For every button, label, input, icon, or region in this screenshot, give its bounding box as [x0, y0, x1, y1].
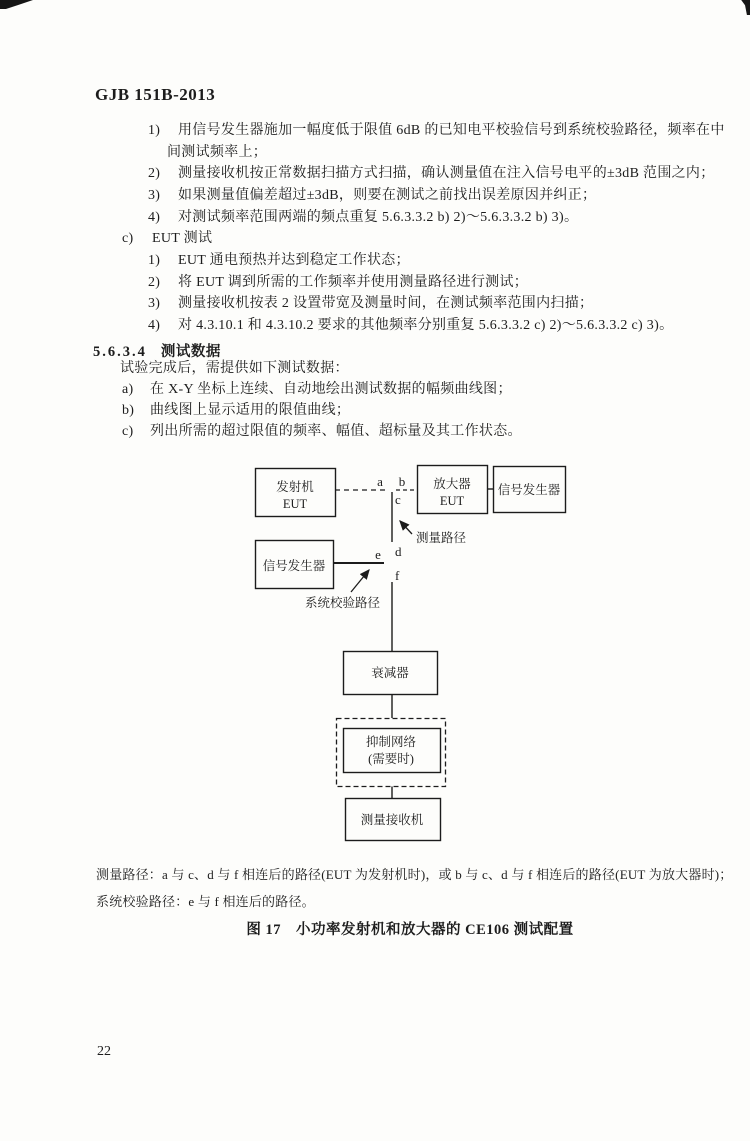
attenuator-label: 衰减器 — [371, 666, 409, 680]
list-text: EUT 测试 — [152, 231, 213, 246]
suppression-network-label-line1: 抑制网络 — [365, 735, 417, 749]
scan-artifact-top-right — [739, 0, 750, 15]
amplifier-eut-label-line1: 放大器 — [433, 477, 471, 491]
scan-artifact-top-left — [0, 0, 33, 9]
list-marker: a) — [122, 382, 134, 397]
section-intro: 试验完成后，需提供如下测试数据： — [120, 361, 349, 376]
list-item — [148, 188, 596, 204]
list-text: 对 4.3.10.1 和 4.3.10.2 要求的其他频率分别重复 5.6.3.3.2 c) 2)～5.6.3.3.2 c) 3)。 — [178, 318, 674, 333]
node-f: f — [395, 568, 400, 583]
signal-generator-top-label: 信号发生器 — [497, 483, 561, 497]
list-marker: c) — [122, 231, 134, 246]
list-text: 在 X-Y 坐标上连续、自动地绘出测试数据的幅频曲线图； — [150, 382, 512, 397]
list-text: 间测试频率上； — [167, 145, 268, 160]
standard-number-header: GJB 151B-2013 — [95, 85, 216, 104]
list-marker: c) — [122, 424, 134, 439]
list-text: 如果测量值偏差超过±3dB，则要在测试之前找出误差原因并纠正； — [178, 188, 597, 203]
page-number: 22 — [97, 1044, 111, 1059]
measurement-receiver-label: 测量接收机 — [360, 813, 424, 827]
list-item — [148, 210, 578, 226]
list-item — [148, 123, 725, 139]
list-item — [148, 318, 673, 334]
list-marker: 2) — [148, 275, 161, 290]
section-number: 5.6.3.4 — [93, 344, 147, 360]
list-item-continuation — [167, 145, 267, 161]
node-a: a — [377, 474, 383, 489]
list-marker: 1) — [148, 253, 161, 268]
list-marker: 1) — [148, 123, 161, 138]
figure-note-measurement-path: 测量路径：a 与 c、d 与 f 相连后的路径(EUT 为发射机时)，或 b 与 c、d 与 f 相连后的路径(EUT 为放大器时)； — [96, 867, 733, 882]
list-text: 测量接收机按正常数据扫描方式扫描，确认测量值在注入信号电平的±3dB 范围之内； — [178, 166, 715, 181]
section-title: 测试数据 — [160, 344, 221, 360]
list-item — [122, 382, 512, 398]
amplifier-eut-label-line2: EUT — [439, 494, 465, 508]
system-check-path-arrow — [351, 570, 369, 592]
list-item — [148, 296, 593, 312]
node-d: d — [395, 544, 402, 559]
suppression-network-label-line2: (需要时) — [368, 752, 414, 766]
measurement-path-arrow — [400, 521, 412, 534]
list-text: 对测试频率范围两端的频点重复 5.6.3.3.2 b) 2)～5.6.3.3.2 b) 3)。 — [178, 210, 579, 225]
list-text: EUT 通电预热并达到稳定工作状态； — [178, 253, 410, 268]
test-configuration-diagram — [0, 460, 750, 852]
transmitter-eut-label-line2: EUT — [282, 497, 308, 511]
list-text: 测量接收机按表 2 设置带宽及测量时间，在测试频率范围内扫描； — [178, 296, 594, 311]
transmitter-eut-label-line1: 发射机 — [276, 480, 314, 494]
list-marker: 4) — [148, 210, 161, 225]
list-marker: 3) — [148, 296, 161, 311]
list-text: 用信号发生器施加一幅度低于限值 6dB 的已知电平校验信号到系统校验路径，频率在中 — [178, 123, 725, 138]
list-item — [122, 403, 350, 419]
figure-title: 图 17 小功率发射机和放大器的 CE106 测试配置 — [246, 922, 574, 938]
list-marker: 4) — [148, 318, 161, 333]
system-check-path-label: 系统校验路径 — [305, 596, 381, 610]
list-marker: 2) — [148, 166, 161, 181]
section-heading — [93, 340, 221, 361]
list-item — [148, 166, 715, 182]
list-item — [122, 424, 522, 440]
node-b: b — [398, 474, 406, 489]
list-marker: b) — [122, 403, 135, 418]
list-text: 列出所需的超过限值的频率、幅值、超标量及其工作状态。 — [150, 424, 522, 439]
figure-note-system-check-path: 系统校验路径：e 与 f 相连后的路径。 — [96, 894, 315, 909]
list-item — [148, 275, 528, 291]
list-text: 曲线图上显示适用的限值曲线； — [150, 403, 351, 418]
list-marker: 3) — [148, 188, 161, 203]
signal-generator-left-label: 信号发生器 — [262, 559, 326, 573]
measurement-path-label: 测量路径 — [416, 531, 467, 545]
list-item — [148, 253, 410, 269]
list-item-eut-test — [122, 231, 212, 247]
list-text: 将 EUT 调到所需的工作频率并使用测量路径进行测试； — [178, 275, 529, 290]
node-e: e — [375, 547, 381, 562]
node-c: c — [395, 492, 401, 507]
